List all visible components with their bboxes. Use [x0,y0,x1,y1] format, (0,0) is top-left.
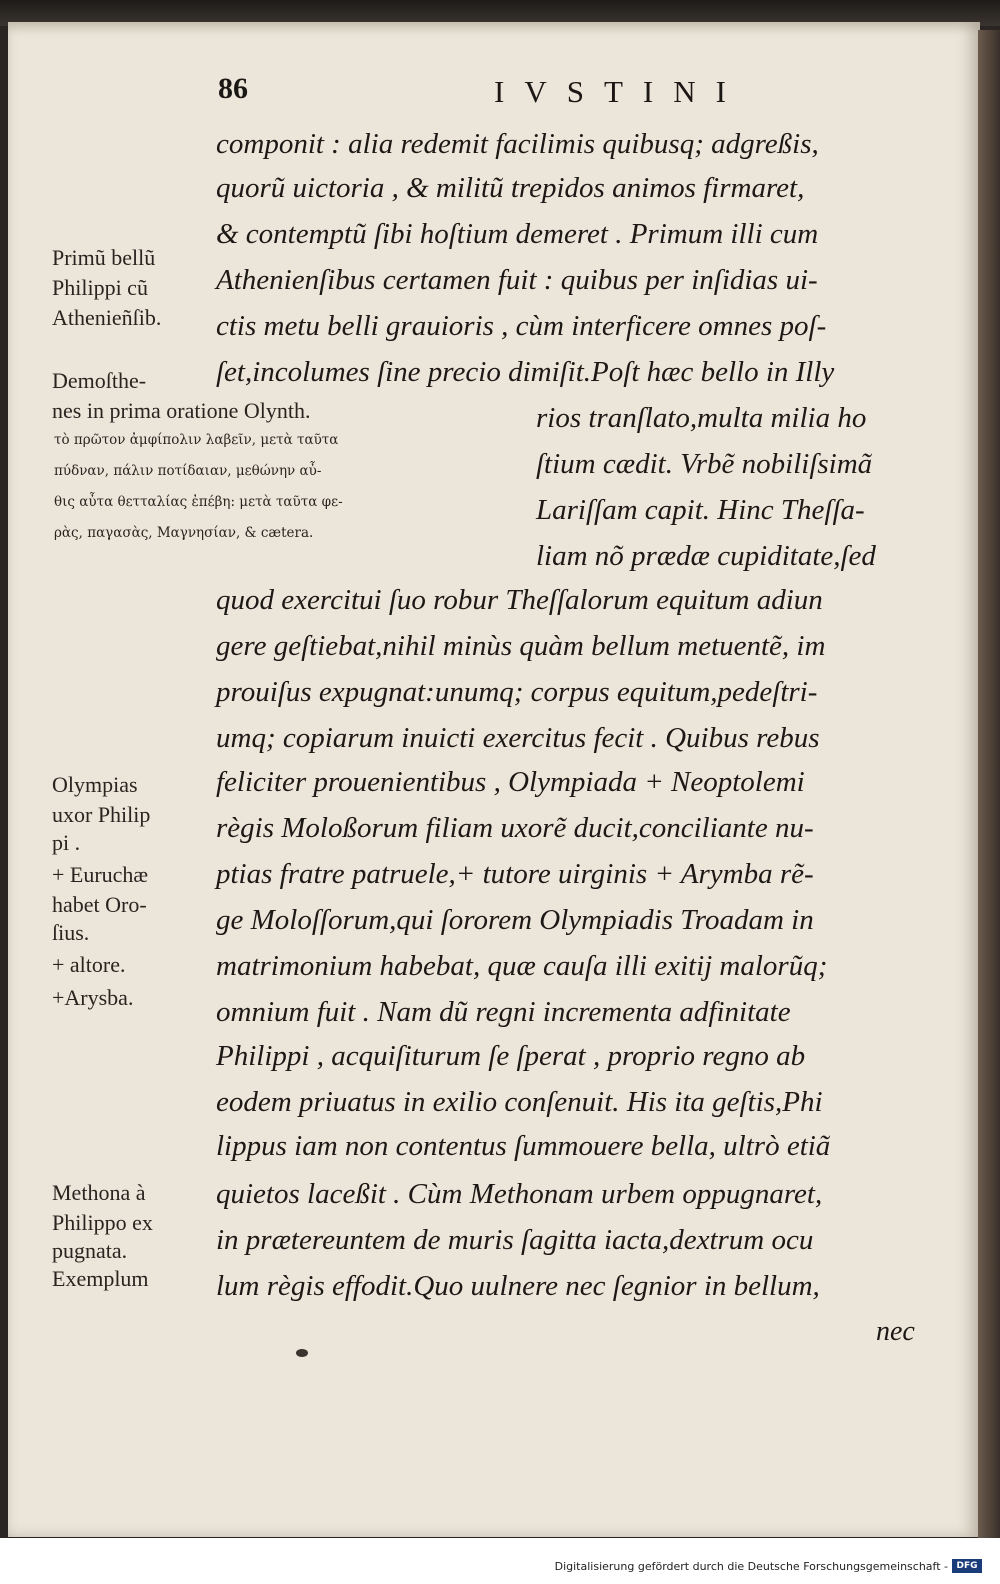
margin-note: uxor Philip [52,802,151,827]
page-number: 86 [218,72,248,105]
text-line: componit : alia redemit facilimis quibusq; adgreßis, [216,128,819,160]
text-line: Lariſſam capit. Hinc Theſſa- [536,494,865,526]
margin-note: Primũ bellũ [52,245,156,270]
greek-note-line: θις αὖτα θετταλίας ἐπέβη: μετὰ ταῦτα φε- [54,494,343,510]
text-line: liam nõ prædæ cupiditate,ſed [536,540,876,572]
margin-note: +Arysba. [52,985,134,1010]
text-line: ptias fratre patruele,+ tutore uirginis + Arymba rẽ- [216,858,814,890]
text-line: umq; copiarum inuicti exercitus fecit . Quibus rebus [216,722,820,754]
text-line: ge Moloſſorum,qui ſororem Olympiadis Troadam in [216,904,814,936]
text-line: ſet,incolumes ſine precio dimiſit.Poſt hæc bello in Illy [216,356,835,388]
greek-note-line: τὸ πρῶτον ἀμφίπολιν λαβεῖν, μετὰ ταῦτα [54,432,339,448]
margin-note: Philippi cũ [52,275,148,300]
greek-note-line: πύδναν, πάλιν ποτίδαιαν, μεθώνην αὖ- [54,463,322,479]
ink-blot [296,1349,308,1357]
text-line: lum règis effodit.Quo uulnere nec ſegnior in bellum, [216,1270,820,1302]
margin-note: pi . [52,830,81,855]
text-line: gere geſtiebat,nihil minùs quàm bellum metuentẽ, im [216,630,826,662]
margin-note: + Euruchæ [52,862,149,887]
margin-note: ſius. [52,920,90,945]
margin-note: Olympias [52,772,138,797]
greek-note-line: ρὰς, παγασὰς, Μαγνησίαν, & cætera. [54,525,314,541]
margin-note: habet Oro- [52,892,147,917]
text-line: Athenienſibus certamen fuit : quibus per inſidias ui- [216,264,818,296]
dfg-logo: DFG [952,1559,982,1573]
text-line: Philippi , acquiſiturum ſe ſperat , proprio regno ab [216,1040,806,1072]
margin-note: Methona à [52,1180,146,1205]
text-line: ctis metu belli grauioris , cùm interficere omnes poſ- [216,310,827,342]
text-line: omnium fuit . Nam dũ regni incrementa adfinitate [216,996,791,1028]
margin-note: Philippo ex [52,1210,153,1235]
text-line: rios tranſlato,multa milia ho [536,402,867,434]
margin-note: Athenieñſib. [52,305,162,330]
book-right-edge [978,30,1000,1540]
margin-note: Exemplum [52,1266,149,1291]
margin-note: nes in prima oratione Olynth. [52,398,311,423]
text-line: in prætereuntem de muris ſagitta iacta,dextrum ocu [216,1224,814,1256]
text-line: lippus iam non contentus ſummouere bella, ultrò etiã [216,1130,831,1162]
digitization-credit: Digitalisierung gefördert durch die Deutsche Forschungsgemeinschaft - [554,1560,948,1573]
text-line: feliciter prouenientibus , Olympiada + Neoptolemi [216,766,805,798]
text-line: règis Moloßorum filiam uxorẽ ducit,conciliante nu- [216,812,814,844]
text-line: quod exercitui ſuo robur Theſſalorum equitum adiun [216,584,823,616]
margin-note: Demoſthe- [52,368,147,393]
running-head: IVSTINI [494,74,746,109]
text-line: & contemptũ ſibi hoſtium demeret . Primum illi cum [216,218,819,250]
text-line: matrimonium habebat, quæ cauſa illi exitij malorũq; [216,950,828,982]
catchword: nec [876,1316,915,1347]
text-line: eodem priuatus in exilio conſenuit. His ita geſtis,Phi [216,1086,823,1118]
margin-note: pugnata. [52,1238,128,1263]
margin-note: + altore. [52,952,126,977]
text-line: ſtium cædit. Vrbẽ nobiliſsimã [536,448,873,480]
text-line: prouiſus expugnat:unumq; corpus equitum,pedeſtri- [216,676,818,708]
text-line: quietos laceßit . Cùm Methonam urbem oppugnaret, [216,1178,823,1210]
text-line: quorũ uictoria , & militũ trepidos animos firmaret, [216,172,805,204]
